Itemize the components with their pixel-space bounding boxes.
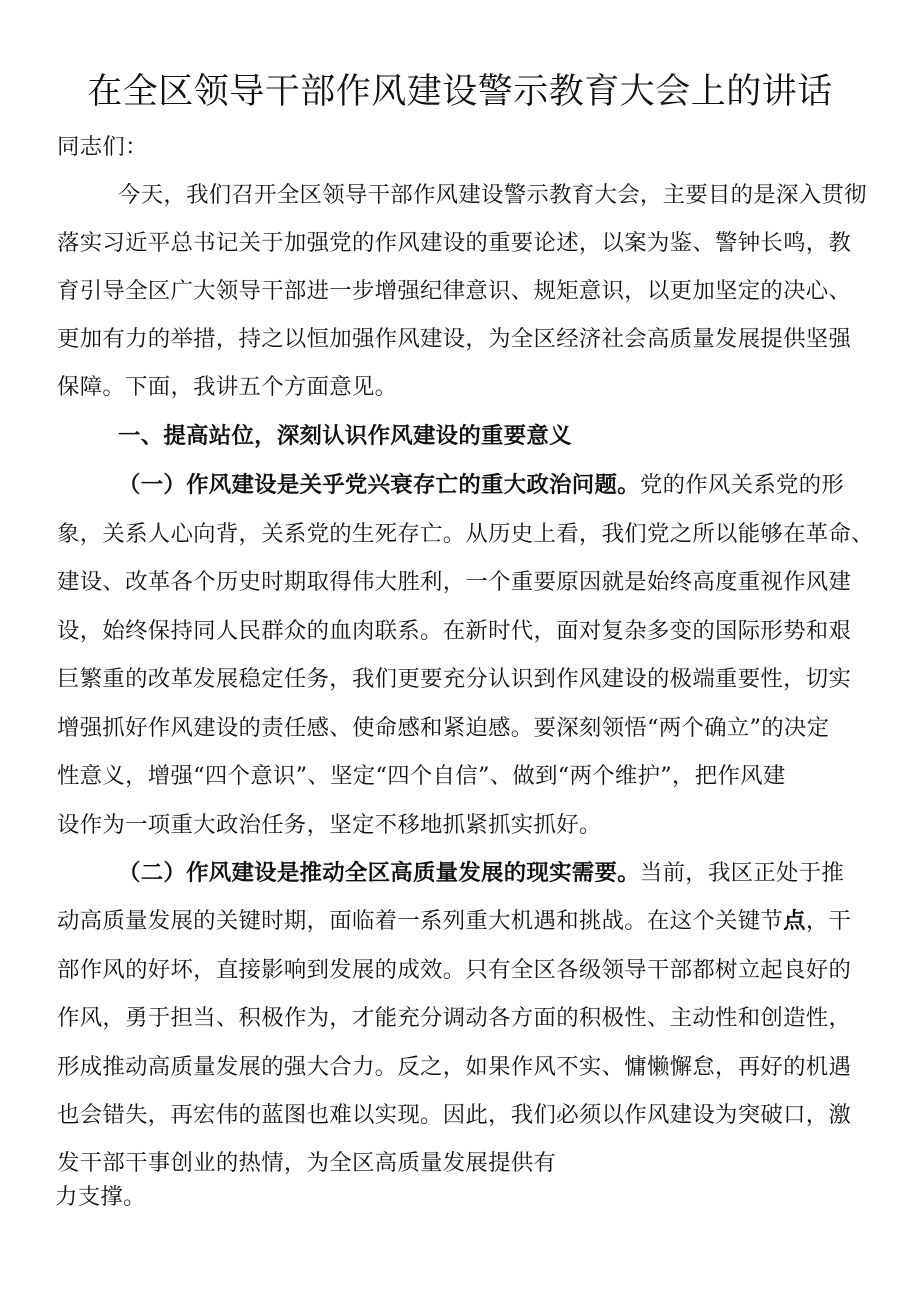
subsection-1-line: 象，关系人心向背，关系党的生死存亡。从历史上看，我们党之所以能够在革命、 [57, 521, 874, 547]
subsection-2-text: 动高质量发展的关键时期，面临着一系列重大机遇和挑战。在这个关键节 [57, 908, 784, 934]
subsection-1-line: 巨繁重的改革发展稳定任务，我们更要充分认识到作风建设的极端重要性，切实 [57, 666, 852, 692]
subsection-1-first-line [118, 470, 844, 500]
intro-line: 育引导全区广大领导干部进一步增强纪律意识、规矩意识，以更加坚定的决心、 [57, 278, 852, 304]
intro-line: 保障。下面，我讲五个方面意见。 [57, 374, 398, 400]
subsection-1-text: 党的作风关系党的形 [639, 472, 845, 498]
intro-line: 落实习近平总书记关于加强党的作风建设的重要论述，以案为鉴、警钟长鸣，教 [57, 230, 852, 256]
subsection-2-line: 形成推动高质量发展的强大合力。反之，如果作风不实、慵懒懈怠，再好的机遇 [57, 1054, 852, 1080]
subsection-2-line: 作风，勇于担当、积极作为，才能充分调动各方面的积极性、主动性和创造性， [57, 1005, 852, 1031]
subsection-1-heading: （一）作风建设是关乎党兴衰存亡的重大政治问题。 [118, 472, 640, 498]
intro-line: 今天，我们召开全区领导干部作风建设警示教育大会，主要目的是深入贯彻 [118, 182, 867, 208]
subsection-1-line: 增强抓好作风建设的责任感、使命感和紧迫感。要深刻领悟“两个确立”的决定 [57, 715, 830, 741]
subsection-1-line: 设，始终保持同人民群众的血肉联系。在新时代，面对复杂多变的国际形势和艰 [57, 618, 852, 644]
section-heading: 一、提高站位，深刻认识作风建设的重要意义 [118, 423, 572, 449]
subsection-1-line: 建设、改革各个历史时期取得伟大胜利，一个重要原因就是始终高度重视作风建 [57, 569, 852, 595]
subsection-1-line: 性意义，增强“四个意识”、坚定“四个自信”、做到“两个维护”，把作风建 [57, 763, 786, 789]
subsection-2-text: ，干 [805, 908, 852, 934]
subsection-2-line: 发干部干事创业的热情，为全区高质量发展提供有 [57, 1150, 557, 1176]
subsection-2-line [57, 906, 851, 936]
document-title: 在全区领导干部作风建设警示教育大会上的讲话 [87, 72, 833, 112]
subsection-2-line: 部作风的好坏，直接影响到发展的成效。只有全区各级领导干部都树立起良好的 [57, 957, 852, 983]
subsection-2-emphasis: 点 [783, 908, 806, 934]
subsection-1-line: 设作为一项重大政治任务，坚定不移地抓紧抓实抓好。 [57, 812, 602, 838]
subsection-2-line: 也会错失，再宏伟的蓝图也难以实现。因此，我们必须以作风建设为突破口，激 [57, 1102, 852, 1128]
subsection-2-text: 当前，我区正处于推 [639, 860, 845, 886]
subsection-2-first-line [118, 858, 844, 888]
intro-line: 更加有力的举措，持之以恒加强作风建设，为全区经济社会高质量发展提供坚强 [57, 326, 852, 352]
salutation: 同志们： [57, 134, 148, 160]
subsection-2-line: 力支撑。 [55, 1184, 146, 1210]
subsection-2-heading: （二）作风建设是推动全区高质量发展的现实需要。 [118, 860, 640, 886]
